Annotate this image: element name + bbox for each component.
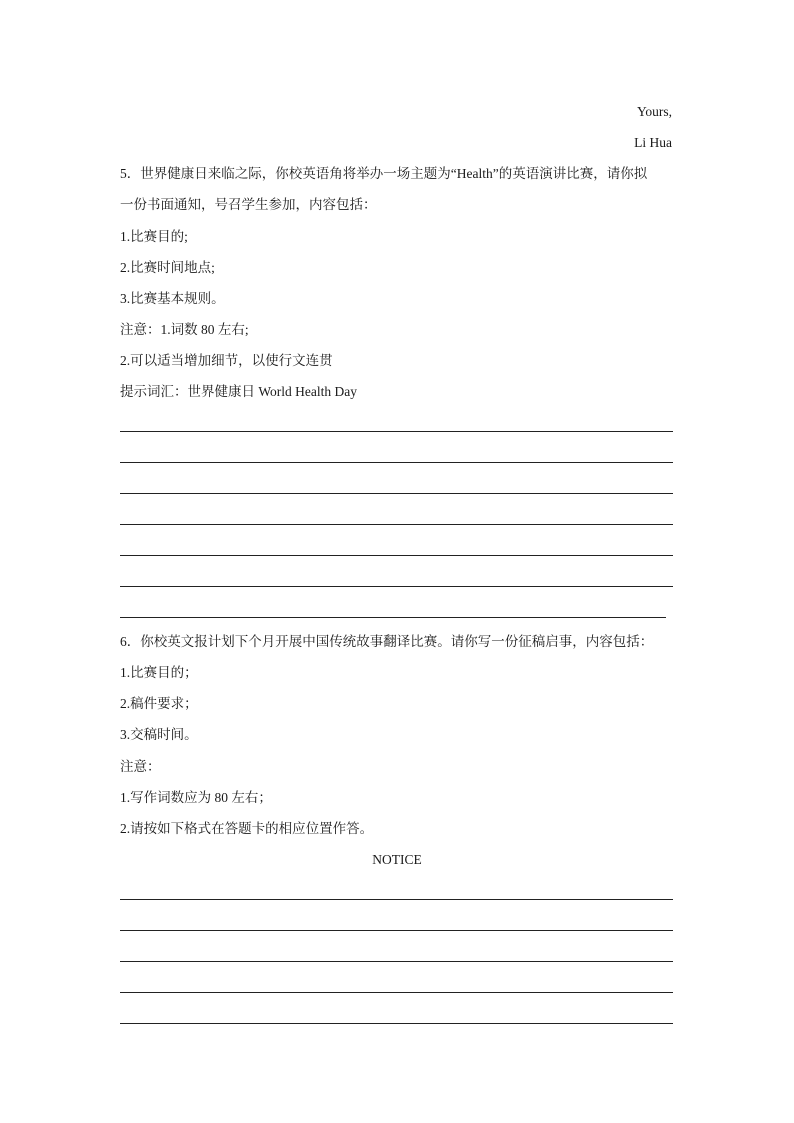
q5-prompt-line2: 一份书面通知，号召学生参加，内容包括： [120,197,377,212]
q6-item-2: 2.稿件要求； [120,696,198,711]
q6-answer-line[interactable] [120,1023,673,1024]
q6-answer-line[interactable] [120,899,673,900]
q6-prompt: 6．你校英文报计划下个月开展中国传统故事翻译比赛。请你写一份征稿启事，内容包括： [120,634,654,649]
q5-item-3: 3.比赛基本规则。 [120,291,225,306]
q6-item-3: 3.交稿时间。 [120,727,198,742]
q5-item-2: 2.比赛时间地点; [120,260,215,275]
closing-signature: Li Hua [634,135,672,150]
q5-hint: 提示词汇：世界健康日 World Health Day [120,384,358,399]
q6-answer-line[interactable] [120,992,673,993]
q5-answer-line[interactable] [120,462,673,463]
q5-answer-line[interactable] [120,617,666,618]
q5-answer-line[interactable] [120,586,673,587]
q5-answer-line[interactable] [120,524,673,525]
q5-answer-line[interactable] [120,493,673,494]
q6-note-label: 注意： [120,759,161,774]
q6-notice-heading: NOTICE [372,852,422,867]
q5-answer-line[interactable] [120,431,673,432]
q5-prompt-line1: 5．世界健康日来临之际，你校英语角将举办一场主题为“Health”的英语演讲比赛，请你拟 [120,166,648,181]
q5-answer-line[interactable] [120,555,673,556]
q6-note-1: 1.写作词数应为 80 左右； [120,790,272,805]
q6-item-1: 1.比赛目的； [120,665,198,680]
q5-note-2: 2.可以适当增加细节，以使行文连贯 [120,353,333,368]
q6-answer-line[interactable] [120,930,673,931]
q6-note-2: 2.请按如下格式在答题卡的相应位置作答。 [120,821,374,836]
q5-item-1: 1.比赛目的; [120,229,188,244]
q6-answer-line[interactable] [120,961,673,962]
q5-note-1: 注意：1.词数 80 左右; [120,322,249,337]
closing-yours: Yours, [636,104,672,119]
